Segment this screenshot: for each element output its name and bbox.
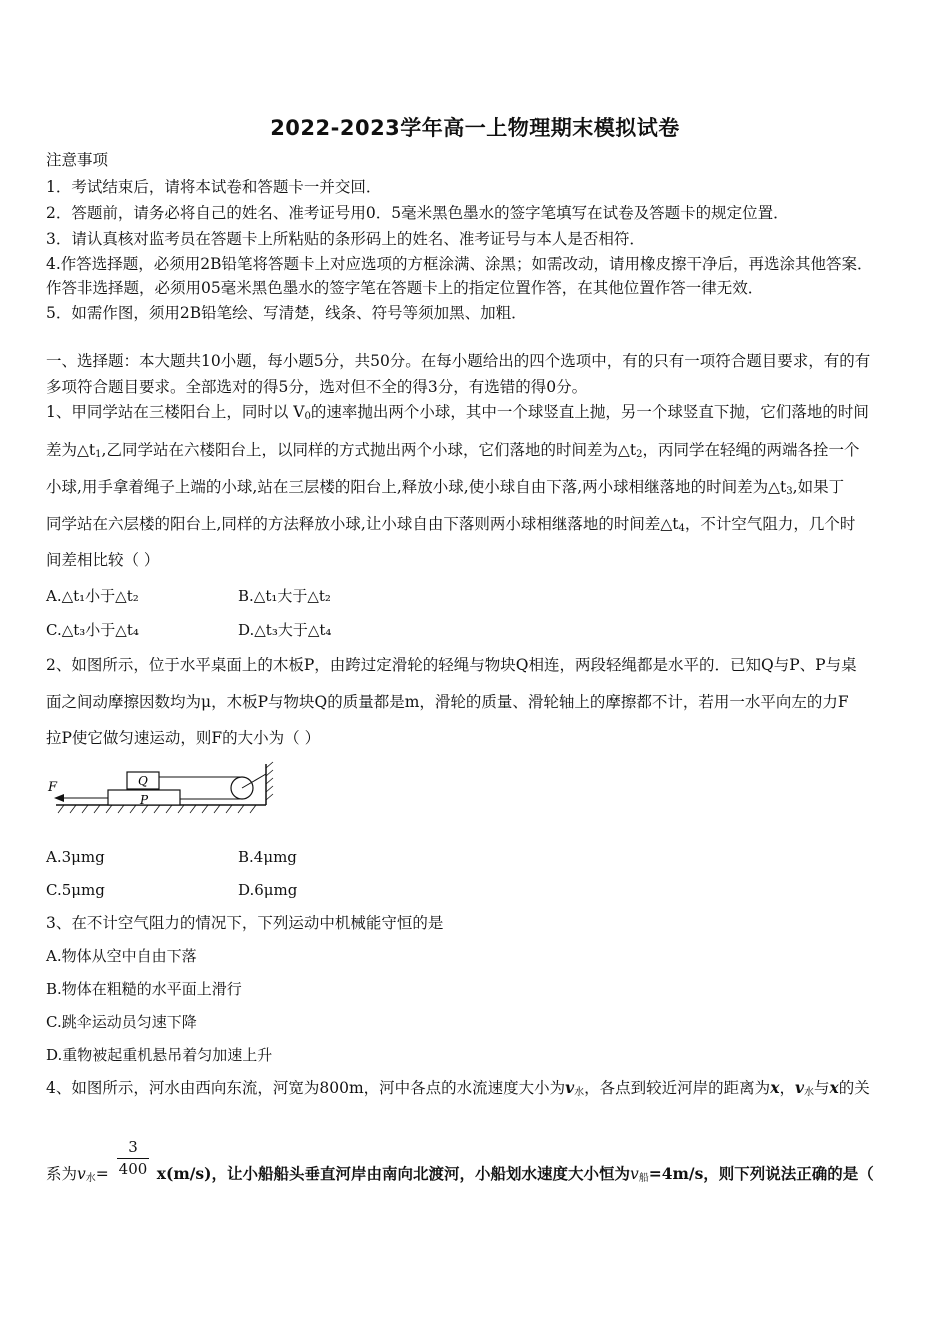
q2-line2: 面之间动摩擦因数均为μ，木板P与物块Q的质量都是m，滑轮的质量、滑轮轴上的摩擦都不计，若用一水平向左的力F bbox=[46, 693, 849, 711]
q2-option-d: D.6μmg bbox=[238, 881, 298, 899]
q1-line5: 间差相比较（ ） bbox=[46, 551, 160, 569]
q3-stem: 3、在不计空气阻力的情况下，下列运动中机械能守恒的是 bbox=[46, 914, 444, 932]
fraction-numerator: 3 bbox=[128, 1138, 138, 1156]
q3-option-c: C.跳伞运动员匀速下降 bbox=[46, 1013, 197, 1031]
block-q-label: Q bbox=[138, 774, 148, 788]
force-label: F bbox=[48, 780, 58, 795]
q2-line3: 拉P使它做匀速运动，则F的大小为（ ） bbox=[46, 729, 321, 747]
q2-option-a: A.3μmg bbox=[46, 848, 105, 866]
fraction-bar bbox=[117, 1158, 149, 1159]
q1-option-d: D.△t₃大于△t₄ bbox=[238, 621, 332, 639]
notice-item-4b: 作答非选择题，必须用05毫米黑色墨水的签字笔在答题卡上的指定位置作答，在其他位置作答一律无效． bbox=[46, 279, 764, 297]
notice-item-4: 4.作答选择题，必须用2B铅笔将答题卡上对应选项的方框涂满、涂黑；如需改动，请用橡皮擦干净后，再选涂其他答案． bbox=[46, 255, 873, 273]
q1-line3: 小球,用手拿着绳子上端的小球,站在三层楼的阳台上,释放小球,使小球自由下落,两小球相继落地的时间差为$\triangle t_3$,如果丁 bbox=[46, 478, 845, 497]
board-p-label: P bbox=[140, 793, 149, 807]
q4-line1: 4、如图所示，河水由西向东流，河宽为800m，河中各点的水流速度大小为$v_水$，各点到较近河岸的距离为x，$v_水$与x的关 bbox=[46, 1078, 870, 1098]
notice-heading: 注意事项 bbox=[46, 151, 109, 169]
pulley-diagram bbox=[44, 760, 284, 822]
notice-item-3: 3．请认真核对监考员在答题卡上所粘贴的条形码上的姓名、准考证号与本人是否相符． bbox=[46, 230, 645, 248]
section-intro-line1: 一、选择题：本大题共10小题，每小题5分，共50分。在每小题给出的四个选项中，有的只有一项符合题目要求，有的有 bbox=[46, 352, 871, 370]
q1-option-b: B.△t₁大于△t₂ bbox=[238, 587, 331, 605]
q4-line2: 系为$v_水= x(m/s)$，让小船船头垂直河岸由南向北渡河，小船划水速度大小恒为$v_船=4m/s$，则下列说法正确的是（ bbox=[46, 1164, 874, 1184]
q3-option-d: D.重物被起重机悬吊着匀加速上升 bbox=[46, 1046, 273, 1064]
q1-line4: 同学站在六层楼的阳台上,同样的方法释放小球,让小球自由下落则两小球相继落地的时间差$\triangle t_4$，不计空气阻力，几个时 bbox=[46, 515, 856, 534]
notice-item-5: 5．如需作图，须用2B铅笔绘、写清楚，线条、符号等须加黑、加粗． bbox=[46, 304, 527, 322]
q1-line2: 差为$\triangle t_1$,乙同学站在六楼阳台上，以同样的方式抛出两个小球，它们落地的时间差为$\triangle t_2$，丙同学在轻绳的两端各拴一个 bbox=[46, 441, 860, 460]
page-title: 2022-2023学年高一上物理期末模拟试卷 bbox=[270, 116, 680, 140]
q1-line1: 1、甲同学站在三楼阳台上，同时以 $V_0$的速率抛出两个小球，其中一个球竖直上抛，另一个球竖直下抛，它们落地的时间 bbox=[46, 403, 869, 422]
notice-item-2: 2．答题前，请务必将自己的姓名、准考证号用0．5毫米黑色墨水的签字笔填写在试卷及答题卡的规定位置． bbox=[46, 204, 789, 222]
q2-option-b: B.4μmg bbox=[238, 848, 297, 866]
q2-option-c: C.5μmg bbox=[46, 881, 105, 899]
section-intro-line2: 多项符合题目要求。全部选对的得5分，选对但不全的得3分，有选错的得0分。 bbox=[46, 378, 588, 396]
q3-option-a: A.物体从空中自由下落 bbox=[46, 947, 197, 965]
fraction-denominator: 400 bbox=[118, 1160, 148, 1178]
q3-option-b: B.物体在粗糙的水平面上滑行 bbox=[46, 980, 242, 998]
q1-option-a: A.△t₁小于△t₂ bbox=[46, 587, 139, 605]
notice-item-1: 1．考试结束后，请将本试卷和答题卡一并交回． bbox=[46, 178, 382, 196]
q2-line1: 2、如图所示，位于水平桌面上的木板P，由跨过定滑轮的轻绳与物块Q相连，两段轻绳都是水平的．已知Q与P、P与桌 bbox=[46, 656, 857, 674]
q1-option-c: C.△t₃小于△t₄ bbox=[46, 621, 139, 639]
